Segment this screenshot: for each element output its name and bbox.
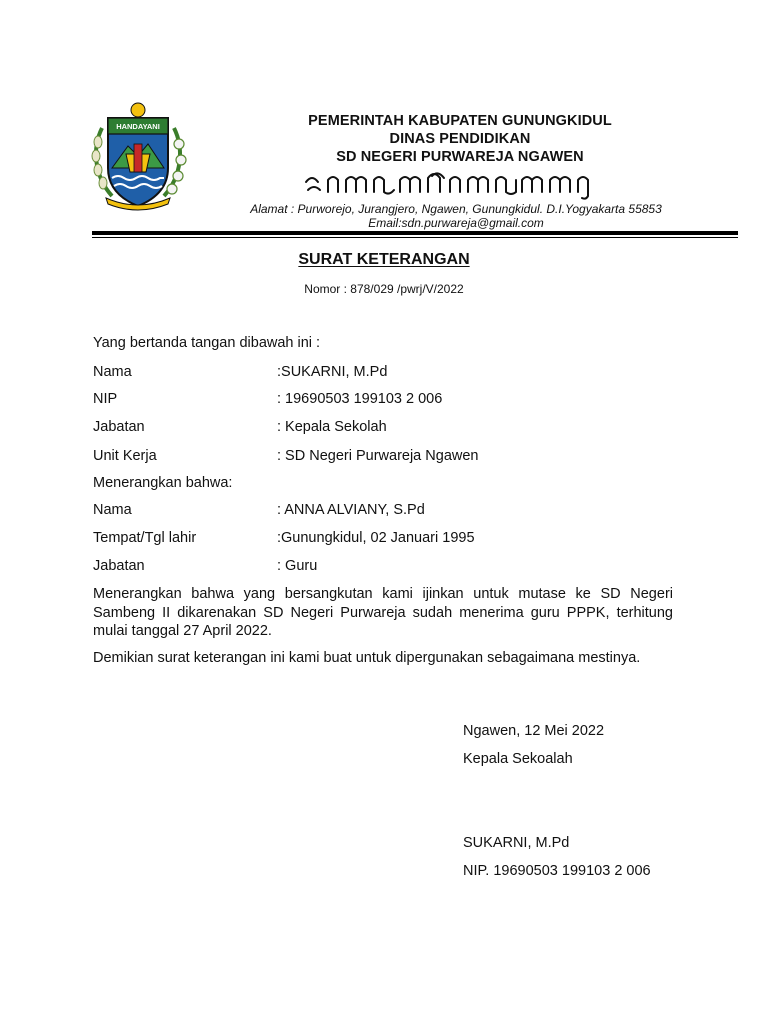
header-address: Alamat : Purworejo, Jurangjero, Ngawen, Gunungkidul. D.I.Yogyakarta 55853 <box>250 202 662 216</box>
signer-position-label: Jabatan <box>93 419 145 435</box>
intro-text: Yang bertanda tangan dibawah ini : <box>93 335 321 351</box>
subject-position-label: Jabatan <box>93 558 145 574</box>
subject-name-label: Nama <box>93 502 132 518</box>
letter-title: SURAT KETERANGAN <box>298 251 470 268</box>
signer-unit-label: Unit Kerja <box>93 448 157 464</box>
states-text: Menerangkan bahwa: <box>93 475 233 491</box>
signature-place-date: Ngawen, 12 Mei 2022 <box>463 723 605 739</box>
header-department: DINAS PENDIDIKAN <box>389 131 531 147</box>
signature-position: Kepala Sekoalah <box>463 751 573 767</box>
subject-birth-label: Tempat/Tgl lahir <box>93 530 197 546</box>
signature-name: SUKARNI, M.Pd <box>463 835 570 851</box>
signer-position-value: : Kepala Sekolah <box>277 419 387 435</box>
javanese-script-icon <box>300 168 600 200</box>
signer-nip-value: : 19690503 199103 2 006 <box>277 391 443 407</box>
signature-nip: NIP. 19690503 199103 2 006 <box>463 863 651 879</box>
letter-number: Nomor : 878/029 /pwrj/V/2022 <box>304 282 464 296</box>
body-paragraph: Menerangkan bahwa yang bersangkutan kami ijinkan untuk mutase ke SD Negeri Sambeng II dikarenakan SD Negeri Purwareja sudah menerima guru PPPK, terhitung mulai tanggal 27 April 2022. <box>93 586 673 639</box>
header-email: Email:sdn.purwareja@gmail.com <box>368 216 544 230</box>
subject-name-value: : ANNA ALVIANY, S.Pd <box>277 502 425 518</box>
signer-unit-value: : SD Negeri Purwareja Ngawen <box>277 448 479 464</box>
closing-paragraph: Demikian surat keterangan ini kami buat untuk dipergunakan sebagaimana mestinya. <box>93 650 641 666</box>
gunungkidul-regency-emblem-icon <box>88 98 188 212</box>
signer-name-value: :SUKARNI, M.Pd <box>277 364 388 380</box>
subject-birth-value: :Gunungkidul, 02 Januari 1995 <box>277 530 475 546</box>
signer-name-label: Nama <box>93 364 132 380</box>
svg-text:HANDAYANI: HANDAYANI <box>116 122 160 131</box>
subject-position-value: : Guru <box>277 558 318 574</box>
header-government: PEMERINTAH KABUPATEN GUNUNGKIDUL <box>308 113 612 129</box>
letterhead-divider-thin <box>92 237 738 238</box>
letterhead-divider-thick <box>92 231 738 235</box>
header-school: SD NEGERI PURWAREJA NGAWEN <box>336 149 584 165</box>
signer-nip-label: NIP <box>93 391 118 407</box>
